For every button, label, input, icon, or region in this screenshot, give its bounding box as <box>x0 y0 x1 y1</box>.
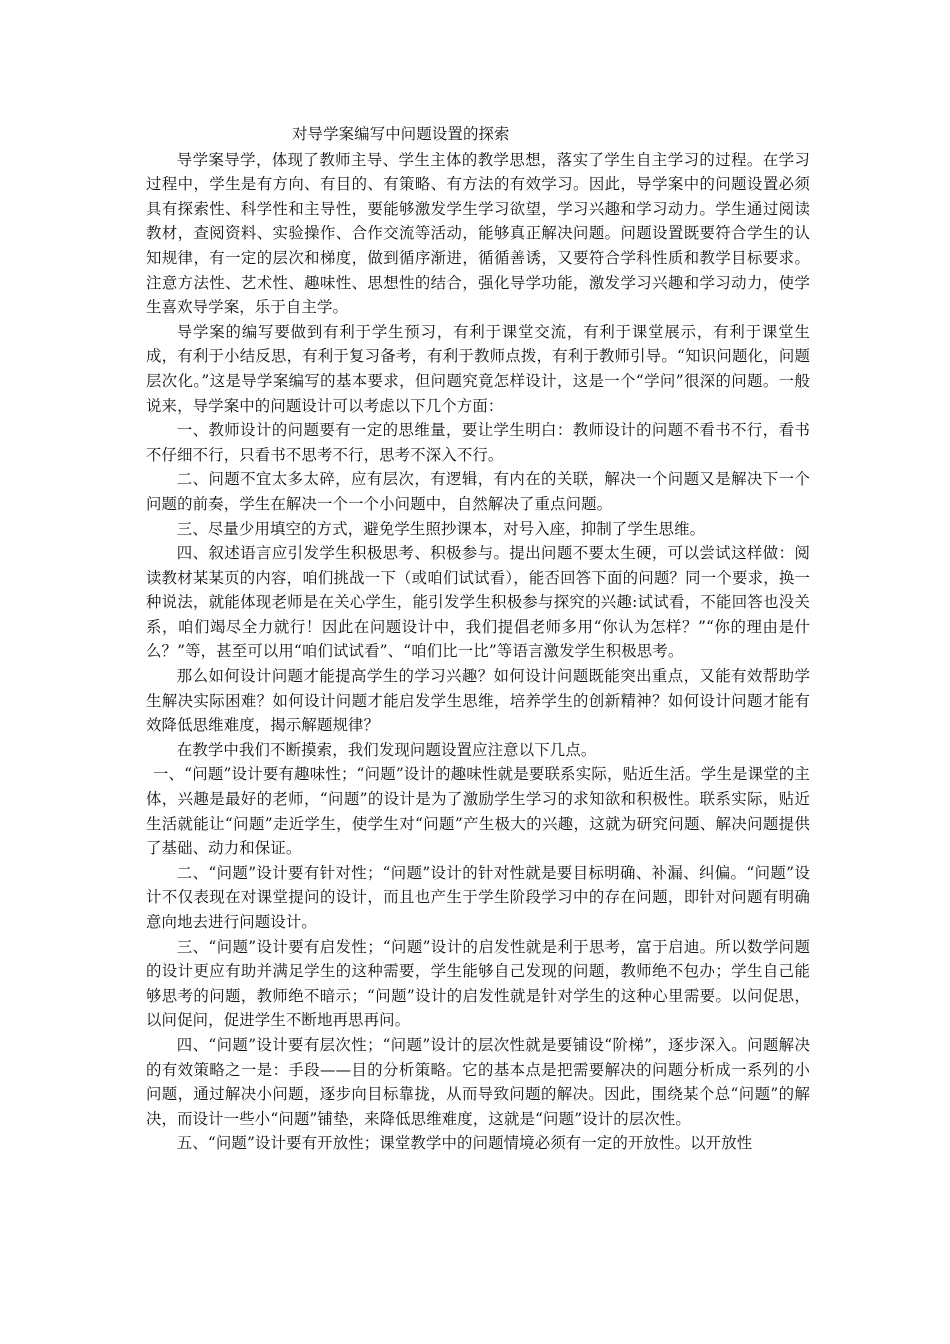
document-page <box>146 122 810 1156</box>
paragraph-targeted: 二、“问题”设计要有针对性；“问题”设计的针对性就是要目标明确、补漏、纠偏。“问题”设计不仅表现在对课堂提问的设计，而且也产生于学生阶段学习中的存在问题，即针对问题有明确意向地去进行问题设计。 <box>146 863 810 931</box>
paragraph-point-4: 四、叙述语言应引发学生积极思考、积极参与。提出问题不要太生硬，可以尝试这样做：阅读教材某某页的内容，咱们挑战一下（或咱们试试看），能否回答下面的问题？同一个要求，换一种说法，就能体现老师是在关心学生，能引发学生积极参与探究的兴趣:试试看，不能回答也没关系，咱们竭尽全力就行！因此在问题设计中，我们提倡老师多用“你认为怎样？”“你的理由是什么？”等，甚至可以用“咱们试试看”、“咱们比一比”等语言激发学生积极思考。 <box>146 544 810 661</box>
paragraph-open: 五、“问题”设计要有开放性；课堂教学中的问题情境必须有一定的开放性。以开放性 <box>176 1134 753 1153</box>
paragraph-requirements: 导学案的编写要做到有利于学生预习，有利于课堂交流，有利于课堂展示，有利于课堂生成，有利于小结反思，有利于复习备考，有利于教师点拨，有利于教师引导。“知识问题化，问题层次化。”这是导学案编写的基本要求，但问题究竟怎样设计，这是一个“学问”很深的问题。一般说来，导学案中的问题设计可以考虑以下几个方面： <box>146 322 810 415</box>
paragraph-interest: 一、“问题”设计要有趣味性；“问题”设计的趣味性就是要联系实际，贴近生活。学生是课堂的主体，兴趣是最好的老师，“问题”的设计是为了激励学生学习的求知欲和积极性。联系实际，贴近生活就能让“问题”走近学生，使学生对“问题”产生极大的兴趣，这就为研究问题、解决问题提供了基础、动力和保证。 <box>146 765 810 858</box>
document-title: 对导学案编写中问题设置的探索 <box>292 125 510 143</box>
paragraph-point-2: 二、问题不宜太多太碎，应有层次，有逻辑，有内在的关联，解决一个问题又是解决下一个问题的前奏，学生在解决一个一个小问题中，自然解决了重点问题。 <box>146 470 810 513</box>
paragraph-inspiring: 三、“问题”设计要有启发性；“问题”设计的启发性就是利于思考，富于启迪。所以数学问题的设计更应有助并满足学生的这种需要，学生能够自己发现的问题，教师绝不包办；学生自己能够思考的问题，教师绝不暗示；“问题”设计的启发性就是针对学生的这种心里需要。以问促思，以问促问，促进学生不断地再思再问。 <box>146 937 810 1030</box>
paragraph-point-1: 一、教师设计的问题要有一定的思维量，要让学生明白：教师设计的问题不看书不行，看书不仔细不行，只看书不思考不行，思考不深入不行。 <box>146 421 810 464</box>
paragraph-layered: 四、“问题”设计要有层次性；“问题”设计的层次性就是要铺设“阶梯”，逐步深入。问题解决的有效策略之一是：手段——目的分析策略。它的基本点是把需要解决的问题分析成一系列的小问题，通过解决小问题，逐步向目标靠拢，从而导致问题的解决。因此，围绕某个总“问题”的解决，而设计一些小“问题”铺垫，来降低思维难度，这就是“问题”设计的层次性。 <box>146 1035 810 1128</box>
paragraph-point-3: 三、尽量少用填空的方式，避免学生照抄课本，对号入座，抑制了学生思维。 <box>176 519 706 538</box>
paragraph-questions: 那么如何设计问题才能提高学生的学习兴趣？如何设计问题既能突出重点，又能有效帮助学生解决实际困难？如何设计问题才能启发学生思维，培养学生的创新精神？如何设计问题才能有效降低思维难度，揭示解题规律？ <box>146 667 810 735</box>
paragraph-intro: 导学案导学，体现了教师主导、学生主体的教学思想，落实了学生自主学习的过程。在学习过程中，学生是有方向、有目的、有策略、有方法的有效学习。因此，导学案中的问题设置必须具有探索性、科学性和主导性，要能够激发学生学习欲望，学习兴趣和学习动力。学生通过阅读教材，查阅资料、实验操作、合作交流等活动，能够真正解决问题。问题设置既要符合学生的认知规律，有一定的层次和梯度，做到循序渐进，循循善诱，又要符合学科性质和教学目标要求。注意方法性、艺术性、趣味性、思想性的结合，强化导学功能，激发学习兴趣和学习动力，使学生喜欢导学案，乐于自主学。 <box>146 150 810 317</box>
paragraph-exploration: 在教学中我们不断摸索，我们发现问题设置应注意以下几点。 <box>176 740 597 759</box>
